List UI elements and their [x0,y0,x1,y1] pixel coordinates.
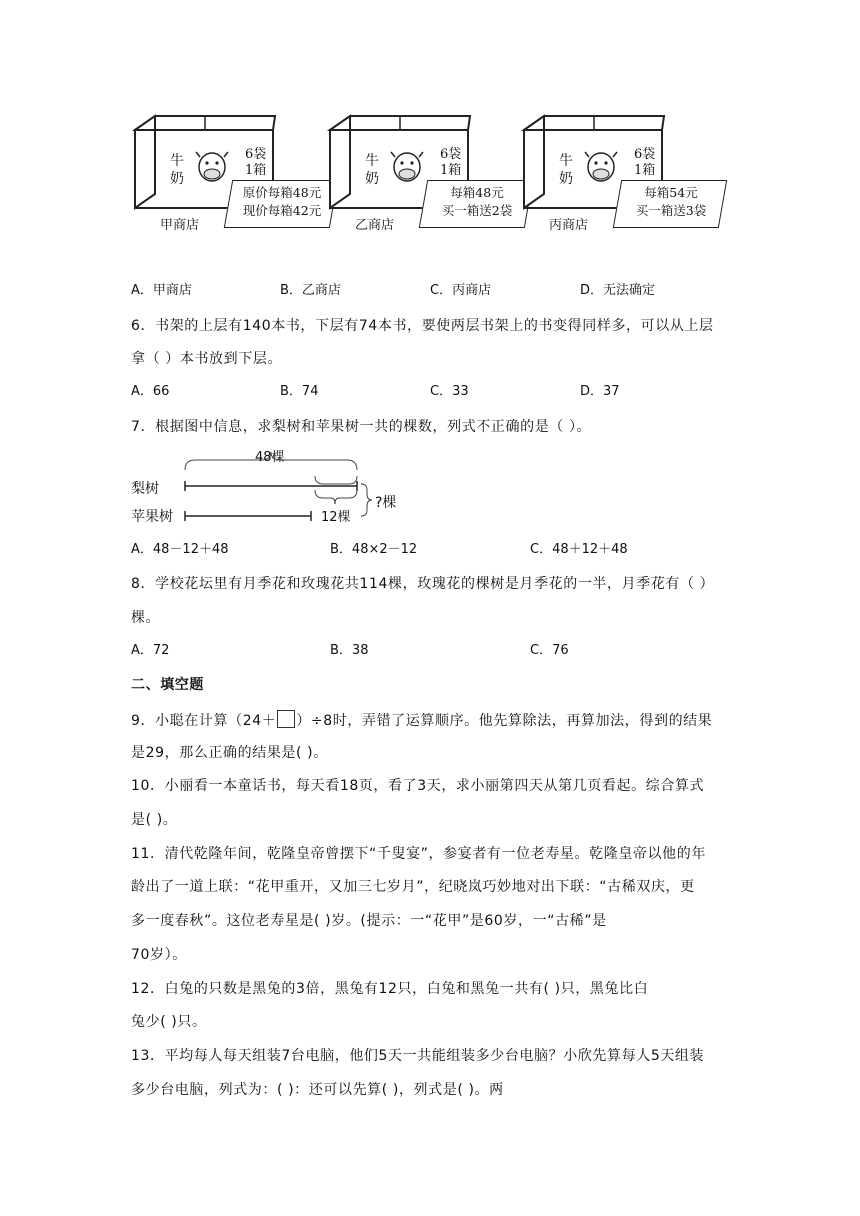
q10-text-line2: 是( )。 [131,812,178,828]
q13-text-line2: 多少台电脑，列式为：( )：还可以先算( )，列式是( )。两 [131,1082,504,1098]
q9-text-line1: 9．小聪在计算（24＋ ）÷8时，弄错了运算顺序。他先算除法，再算加法，得到的结果 [131,710,712,730]
q12-text-line1: 12．白兔的只数是黑兔的3倍，黑兔有12只，白兔和黑兔一共有( )只，黑兔比白 [131,981,649,997]
q11-text-line2: 龄出了一道上联：“花甲重开，又加三七岁月”，纪晓岚巧妙地对出下联：“古稀双庆，更 [131,879,695,895]
q7-option-a[interactable]: A．48－12＋48 [131,542,229,557]
bottom-count-label: 12棵 [321,510,351,525]
store-name: 乙商店 [355,218,395,233]
milk-label: 牛 奶 [559,153,573,187]
q7-line-diagram [131,446,421,526]
q5-option-d[interactable]: D．无法确定 [580,283,656,298]
question-count-label: ?棵 [375,495,397,511]
q5-option-c[interactable]: C．丙商店 [430,283,492,298]
q5-option-b[interactable]: B．乙商店 [280,283,341,298]
pear-label: 梨树 [131,481,159,497]
q7-option-c[interactable]: C．48＋12＋48 [530,542,628,557]
store-yi-illustration [325,112,535,234]
q8-option-b[interactable]: B．38 [330,643,369,658]
q6-text-line2: 拿（ ）本书放到下层。 [131,351,283,367]
q5-option-a[interactable]: A．甲商店 [131,283,192,298]
q9-text-line2: 是29，那么正确的结果是( )。 [131,745,328,761]
q11-text-line4: 70岁）。 [131,947,187,963]
q11-text-line1: 11．清代乾隆年间，乾隆皇帝曾摆下“千叟宴”，参宴者有一位老寿星。乾隆皇帝以他的年 [131,846,706,862]
q6-option-c[interactable]: C．33 [430,384,469,399]
apple-label: 苹果树 [131,509,173,525]
q6-text-line1: 6．书架的上层有140本书，下层有74本书，要使两层书架上的书变得同样多，可以从上层 [131,318,714,334]
section-heading: 二、填空题 [131,677,204,693]
q8-option-a[interactable]: A．72 [131,643,170,658]
milk-label: 牛 奶 [170,153,184,187]
q8-option-c[interactable]: C．76 [530,643,569,658]
bags-count: 6袋 1箱 [634,147,656,178]
store-name: 甲商店 [160,218,200,233]
q10-text-line1: 10．小丽看一本童话书，每天看18页，看了3天，求小丽第四天从第几页看起。综合算式 [131,778,705,794]
price-card-text: 原价每箱48元 现价每箱42元 [242,185,322,218]
store-bing-illustration [519,112,729,234]
price-card-text: 每箱48元 买一箱送2袋 [441,185,513,218]
q11-text-line3: 多一度春秋”。这位老寿星是( )岁。(提示：一“花甲”是60岁，一“古稀”是 [131,913,607,929]
answer-box[interactable] [277,710,295,728]
q7-option-b[interactable]: B．48×2－12 [330,542,418,557]
bags-count: 6袋 1箱 [440,147,462,178]
price-card-text: 每箱54元 买一箱送3袋 [635,185,707,218]
store-name: 丙商店 [549,218,589,233]
q12-text-line2: 兔少( )只。 [131,1014,207,1030]
q13-text-line1: 13．平均每人每天组装7台电脑，他们5天一共能组装多少台电脑？小欣先算每人5天组装 [131,1048,705,1064]
milk-label: 牛 奶 [365,153,379,187]
q6-option-d[interactable]: D．37 [580,384,620,399]
q7-text-line1: 7．根据图中信息，求梨树和苹果树一共的棵数，列式不正确的是（ ）。 [131,419,592,435]
q8-text-line2: 棵。 [131,610,161,626]
bags-count: 6袋 1箱 [245,147,267,178]
q6-option-a[interactable]: A．66 [131,384,170,399]
q6-option-b[interactable]: B．74 [280,384,319,399]
store-jia-illustration [130,112,340,234]
q8-text-line1: 8．学校花坛里有月季花和玫瑰花共114棵，玫瑰花的棵树是月季花的一半，月季花有（ ） [131,576,715,592]
top-count-label: 48棵 [255,450,285,465]
